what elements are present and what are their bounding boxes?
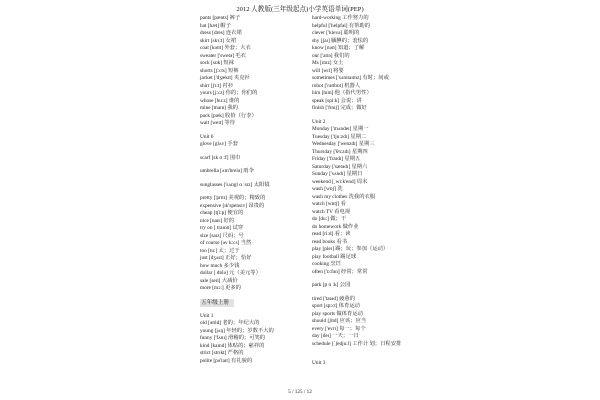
vocab-entry: know [nəʊ] 知道；了解 <box>312 45 365 51</box>
vocab-entry: scarf [sk ɑ :f] 围巾 <box>200 154 241 161</box>
vocab-entry: Thursday ['θɜ:zdɪ] 星期四 <box>312 148 368 155</box>
vocab-entry: helpful ['helpfəl] 有帮助的 <box>312 22 371 29</box>
section-heading-label: 五年级上册 <box>200 299 234 307</box>
vocab-entry: of course [əv kɔ:s] 当然 <box>200 240 252 246</box>
vocab-entry: tired ['taɪəd] 疲惫的 <box>312 295 356 302</box>
vocab-entry: him [hɪm] 他（指代男性） <box>312 90 372 96</box>
vocab-entry: jacket ['dʒækɪt] 夹克衫 <box>200 75 250 81</box>
vocab-entry: Saturday ['sætədɪ] 星期六 <box>312 163 368 170</box>
vocab-entry: Tuesday ['tju:zdɪ] 星期二 <box>312 133 367 140</box>
vocab-entry: hat [hæt] 帽子 <box>200 22 231 29</box>
vocab-entry: sweater ['swetə] 毛衣 <box>200 52 246 59</box>
vocab-entry: read [ri:d] 看；读 <box>312 231 351 237</box>
vocab-entry: try on [ traɪɒn] 试穿 <box>200 225 244 231</box>
vocab-entry: watch TV 看电视 <box>312 208 351 215</box>
vocab-entry: dress [dres] 连衣裙 <box>200 30 242 36</box>
vocab-entry: Monday ['mʌndeɪ] 星期一 <box>312 126 369 132</box>
vocab-entry: just [dʒʌst] 正好；恰好 <box>200 255 252 261</box>
vocab-entry: coat [kəʊt] 外套；大衣 <box>200 45 251 51</box>
vocab-entry: kind [kaɪnd] 体贴的；慈祥的 <box>200 342 265 349</box>
vocab-entry: wash [wɒʃ] 洗 <box>312 186 343 192</box>
vocab-entry: will [wɪl] 将要 <box>312 67 344 74</box>
vocab-entry: play football 踢足球 <box>312 253 357 260</box>
vocab-entry: size [saɪz] 尺码；号 <box>200 232 244 239</box>
vocab-entry: do [du:] 做；干 <box>312 216 347 222</box>
vocab-entry: play sports 做体育运动 <box>312 310 363 317</box>
vocab-entry: robot ['rəʊbɒt] 机器人 <box>312 82 361 89</box>
vocab-entry: speak [spi:k] 会说；讲 <box>312 97 362 104</box>
vocab-entry: pants [pænts] 裤子 <box>200 15 241 21</box>
vocab-entry: glove [glʌv] 手套 <box>200 141 238 147</box>
vocab-entry: sometimes ['sʌmtaɪmz] 有时；间或 <box>312 75 389 81</box>
right-vocab-column <box>312 15 462 368</box>
vocab-entry: sock [sɒk] 短袜 <box>200 60 234 66</box>
vocab-entry: Ms [mɪz] 女士 <box>312 60 344 66</box>
vocab-entry: Unit 6 <box>200 133 214 140</box>
vocab-entry: our ['aʊə] 我们的 <box>312 52 350 59</box>
vocab-entry: cheap [tʃi:p] 便宜的 <box>200 210 244 216</box>
vocab-entry: how much 多少钱 <box>200 262 240 269</box>
vocab-entry: shirt [ʃɜ:t] 衬衫 <box>200 82 234 89</box>
vocab-entry: sunglasses ['sʌngl ɑ :sɪz] 太阳镜 <box>200 181 270 188</box>
vocab-entry: whose [hu:z] 谁的 <box>200 97 240 104</box>
vocab-entry: nice [naɪs] 好的 <box>200 217 235 224</box>
vocab-entry: pretty ['prɪtɪ] 美观的；精致的 <box>200 195 266 201</box>
vocab-entry: dollar [ dɒlə] 元（美元等） <box>200 270 261 276</box>
vocab-entry: wash my clothes 洗我的衣服 <box>312 193 376 200</box>
page-title: 2012 人教版(三年级起点)小学英语单词(PEP) <box>236 6 364 13</box>
vocab-entry: funny ['fʌnɪ] 滑稽的；可笑的 <box>200 335 266 341</box>
vocab-entry: day [deɪ] 一天；一日 <box>312 333 359 339</box>
vocab-entry: too [tu:] 太；过于 <box>200 247 240 254</box>
vocab-entry: watch [wɒtʃ] 看 <box>312 201 346 207</box>
vocab-entry: umbrella [ʌm'brelə] 雨伞 <box>200 168 254 174</box>
vocab-entry: pack [pæk] 收拾（行李） <box>200 112 257 119</box>
vocab-entry: sale [seɪl] 大减价 <box>200 277 238 284</box>
vocab-entry: cooking 烹饪 <box>312 261 341 267</box>
vocab-entry: shy [ʃaɪ] 腼腆的；羞怯的 <box>312 37 369 44</box>
vocab-entry: old [əʊld] 老的；年纪大的 <box>200 320 260 326</box>
vocab-entry: clever ['klevə] 聪明的 <box>312 30 360 36</box>
vocab-entry: finish ['fɪnɪʃ] 完成；做好 <box>312 105 367 111</box>
vocab-entry: schedule [ˈʃedju:l] 工作计 划；日程安排 <box>312 340 402 347</box>
vocab-entry: Unit 1 <box>200 312 214 319</box>
page-number: 5 / 125 / 12 <box>288 389 312 395</box>
vocab-entry: read books 看书 <box>312 238 348 245</box>
vocab-entry: Sunday ['sʌndɪ] 星期日 <box>312 171 363 177</box>
vocab-entry: Wednesday ['wenzdɪ] 星期三 <box>312 141 375 147</box>
vocab-entry: sport [spɔ:t] 体育运动 <box>312 303 360 309</box>
vocab-entry: every ['evrɪ] 每一；每个 <box>312 325 366 332</box>
vocab-entry: weekend [ˌwi:k'end] 周末 <box>312 178 368 185</box>
vocab-entry: wait [weɪt] 等待 <box>200 120 236 126</box>
vocab-entry: skirt [skɜ:t] 女裙 <box>200 37 237 44</box>
vocab-entry: Friday ['fraɪdɪ] 星期五 <box>312 156 361 162</box>
vocab-entry: yours [jɔ:z] 你的；你们的 <box>200 90 258 96</box>
vocab-entry: Unit 3 <box>312 360 326 366</box>
vocab-entry: shorts [ʃɔ:ts] 短裤 <box>200 67 239 74</box>
vocab-entry: park [p ɑ :k] 公园 <box>312 282 351 288</box>
vocab-entry: play [pleɪ] 踢；玩；参加（运动） <box>312 246 389 252</box>
vocab-entry: hard-working 工作努力的 <box>312 15 369 21</box>
vocab-entry: more [mɔ:] 更多的 <box>200 285 241 291</box>
vocab-entry: polite [pə'laɪt] 有礼貌的 <box>200 357 253 364</box>
vocab-entry: young [jʌŋ] 年轻的；岁数不大的 <box>200 327 274 334</box>
vocab-entry: do homework 做作业 <box>312 223 359 230</box>
vocab-entry: should [ʃʊd] 应该；应当 <box>312 318 367 324</box>
vocab-entry: expensive [ɪk'spensɪv] 昂贵的 <box>200 202 265 209</box>
vocab-entry: often ['ɒ:fən] 经常；常常 <box>312 268 368 275</box>
vocab-entry: mine [maɪn] 我的 <box>200 105 238 111</box>
vocab-entry: strict [strɪkt] 严格的 <box>200 350 244 356</box>
vocab-entry: Unit 2 <box>312 118 326 125</box>
